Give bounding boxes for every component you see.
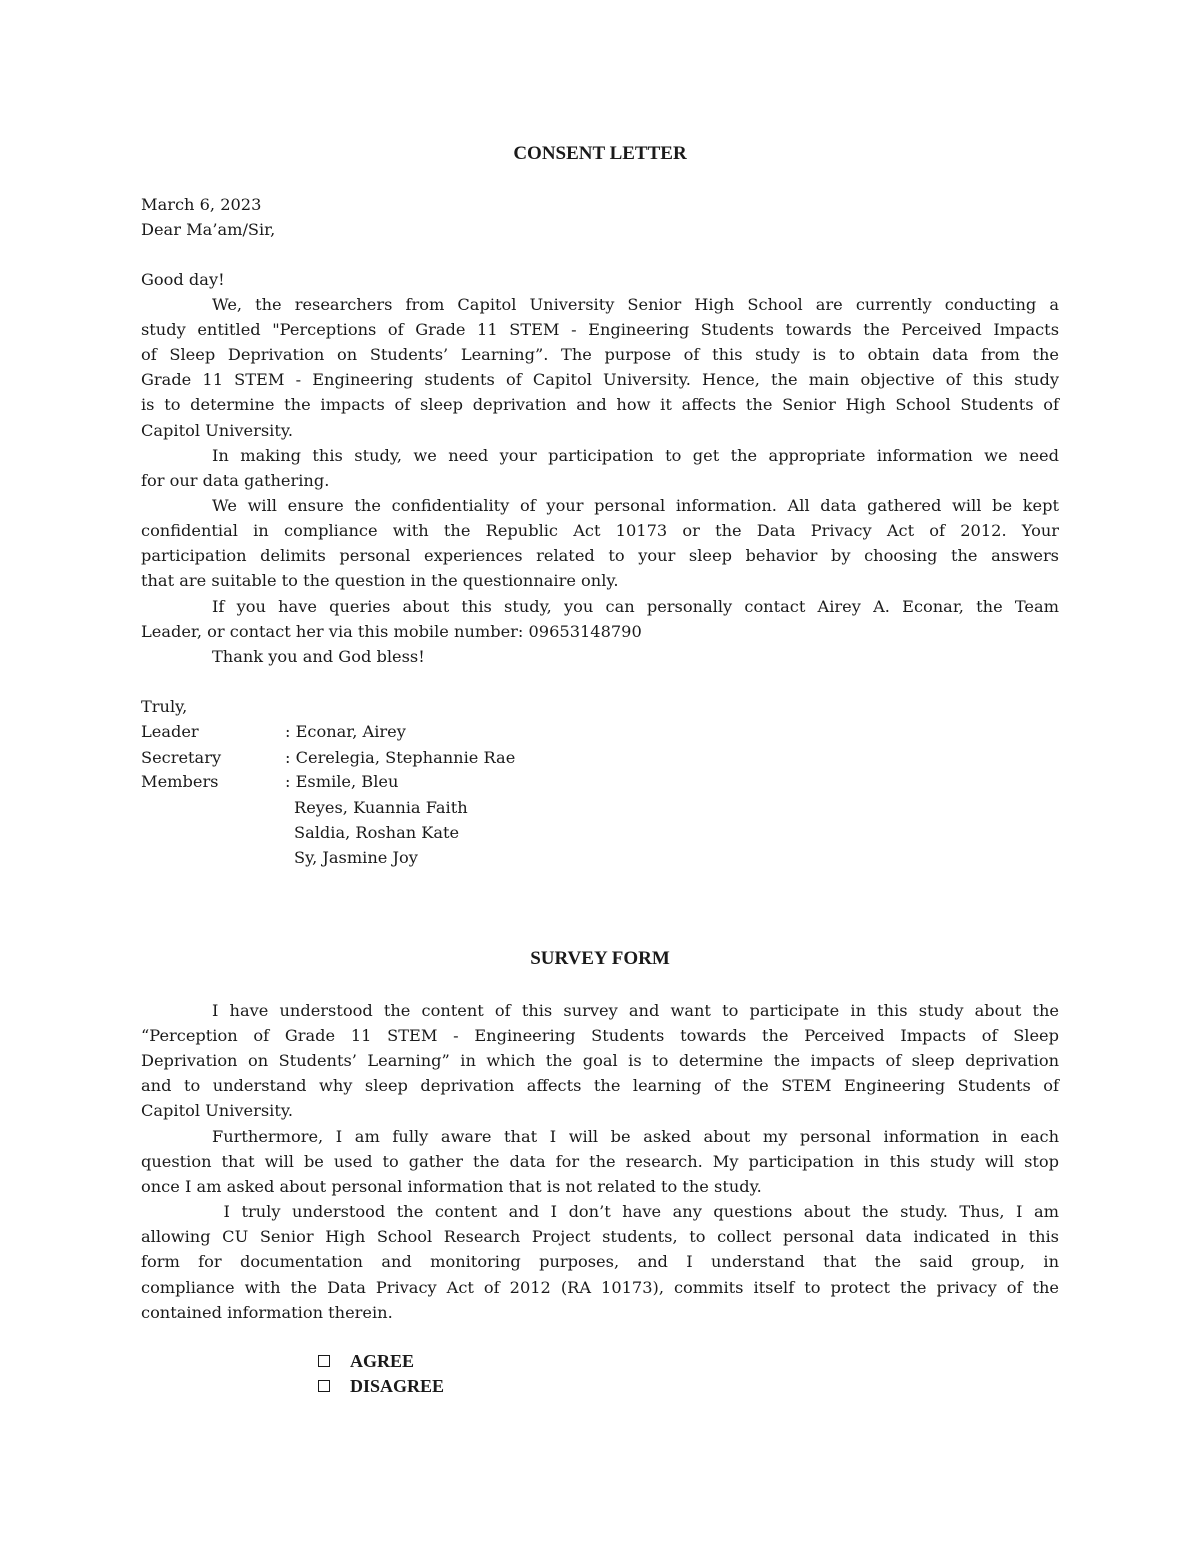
team-secretary-name: : Cerelegia, Stephannie Rae xyxy=(285,748,516,767)
paragraph-line: study entitled "Perceptions of Grade 11 STEM - Engineering Students towards the Perceived Impacts xyxy=(141,320,1059,339)
paragraph-line: that are suitable to the question in the questionnaire only. xyxy=(141,571,619,590)
closing: Truly, xyxy=(141,697,188,716)
paragraph-line: confidential in compliance with the Republic Act 10173 or the Data Privacy Act of 2012. Your xyxy=(141,521,1059,540)
paragraph-line: of Sleep Deprivation on Students’ Learning”. The purpose of this study is to obtain data from the xyxy=(141,345,1059,364)
letter-date: March 6, 2023 xyxy=(141,195,262,214)
agree-label: AGREE xyxy=(350,1351,415,1371)
paragraph-line: In making this study, we need your participation to get the appropriate information we need xyxy=(212,446,1059,465)
paragraph-line: I truly understood the content and I don’t have any questions about the study. Thus, I am xyxy=(212,1202,1059,1221)
paragraph-line: Capitol University. xyxy=(141,421,293,440)
paragraph-line: Leader, or contact her via this mobile number: 09653148790 xyxy=(141,622,642,641)
paragraph-line: “Perception of Grade 11 STEM - Engineering Students towards the Perceived Impacts of Sleep xyxy=(141,1026,1059,1045)
paragraph-line: We, the researchers from Capitol University Senior High School are currently conducting a xyxy=(212,295,1059,314)
paragraph-line: compliance with the Data Privacy Act of 2012 (RA 10173), commits itself to protect the privacy of the xyxy=(141,1278,1059,1297)
paragraph-line: I have understood the content of this survey and want to participate in this study about the xyxy=(212,1001,1059,1020)
disagree-checkbox[interactable] xyxy=(318,1380,330,1392)
team-member-name: Reyes, Kuannia Faith xyxy=(294,798,468,817)
team-role-leader: Leader xyxy=(141,722,199,741)
paragraph-line: Capitol University. xyxy=(141,1101,293,1120)
team-role-members: Members xyxy=(141,772,219,791)
greeting: Good day! xyxy=(141,270,225,289)
paragraph-line: question that will be used to gather the data for the research. My participation in this study will stop xyxy=(141,1152,1059,1171)
team-member-name: Saldia, Roshan Kate xyxy=(294,823,460,842)
agree-option[interactable] xyxy=(318,1349,414,1374)
paragraph-line: contained information therein. xyxy=(141,1303,393,1322)
disagree-option[interactable] xyxy=(318,1374,444,1399)
team-leader-name: : Econar, Airey xyxy=(285,722,406,741)
paragraph-line: Furthermore, I am fully aware that I will be asked about my personal information in each xyxy=(212,1127,1059,1146)
paragraph-line: form for documentation and monitoring purposes, and I understand that the said group, in xyxy=(141,1252,1059,1271)
thanks-line: Thank you and God bless! xyxy=(212,647,425,666)
survey-form-title: SURVEY FORM xyxy=(530,948,670,969)
team-member-name: Sy, Jasmine Joy xyxy=(294,848,418,867)
team-member-name: : Esmile, Bleu xyxy=(285,772,399,791)
paragraph-line: Deprivation on Students’ Learning” in which the goal is to determine the impacts of sleep deprivation xyxy=(141,1051,1059,1070)
agree-checkbox[interactable] xyxy=(318,1355,330,1367)
consent-letter-title: CONSENT LETTER xyxy=(513,143,687,164)
paragraph-line: and to understand why sleep deprivation affects the learning of the STEM Engineering Students of xyxy=(141,1076,1059,1095)
paragraph-line: once I am asked about personal information that is not related to the study. xyxy=(141,1177,762,1196)
paragraph-line: participation delimits personal experiences related to your sleep behavior by choosing the answers xyxy=(141,546,1059,565)
paragraph-line: for our data gathering. xyxy=(141,471,330,490)
paragraph-line: Grade 11 STEM - Engineering students of Capitol University. Hence, the main objective of this study xyxy=(141,370,1059,389)
disagree-label: DISAGREE xyxy=(350,1376,445,1396)
paragraph-line: We will ensure the confidentiality of your personal information. All data gathered will be kept xyxy=(212,496,1059,515)
paragraph-line: If you have queries about this study, you can personally contact Airey A. Econar, the Team xyxy=(212,597,1059,616)
paragraph-line: is to determine the impacts of sleep deprivation and how it affects the Senior High School Students of xyxy=(141,395,1059,414)
paragraph-line: allowing CU Senior High School Research Project students, to collect personal data indicated in this xyxy=(141,1227,1059,1246)
team-role-secretary: Secretary xyxy=(141,748,222,767)
salutation: Dear Ma’am/Sir, xyxy=(141,220,276,239)
